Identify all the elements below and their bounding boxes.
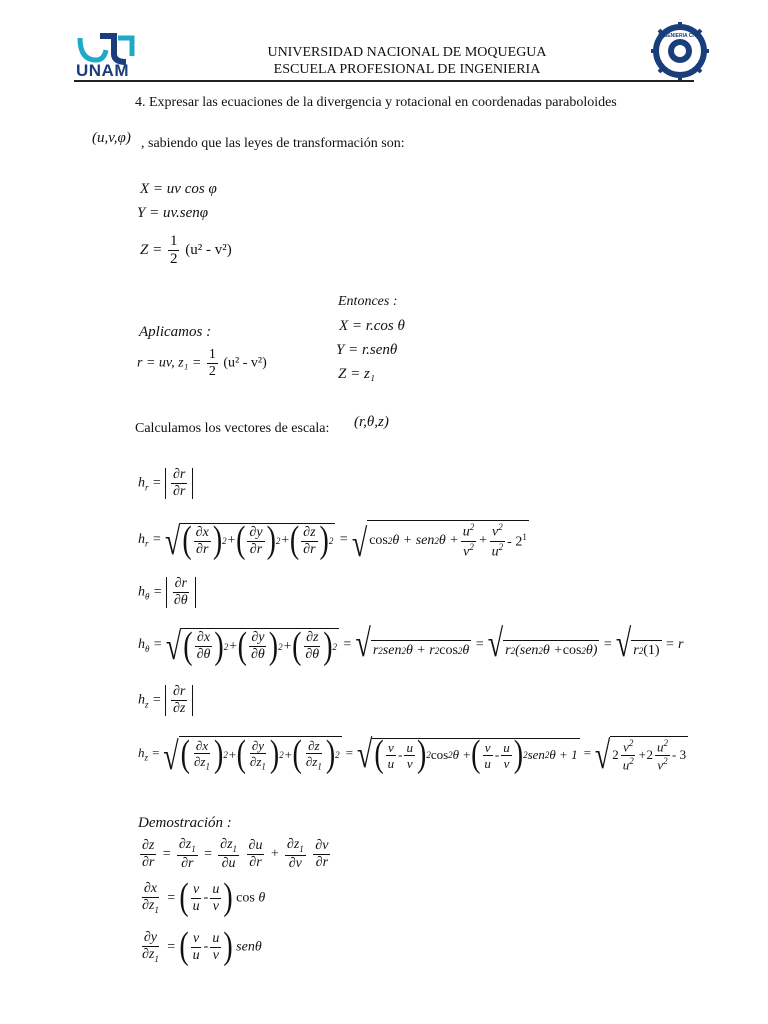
eq-hr-definition: $h_r$ = $\frac{\partial r}{\partial r}$ bbox=[138, 468, 193, 499]
right-logo-text: INGENIERIA CIVIL bbox=[658, 33, 702, 39]
eq-x-transform: X = uv cos φ bbox=[140, 181, 217, 197]
header-title-line1: UNIVERSIDAD NACIONAL DE MOQUEGUA bbox=[267, 45, 547, 60]
eq-z-transform: Z = $\frac{1}{2}$ (u² - v²) bbox=[140, 233, 232, 267]
eq-htheta-definition: $h_\theta$ = $\frac{\partial r}{\partial\theta}$ bbox=[138, 577, 196, 608]
eq-dy-dz1: $\frac{\partial y}{\partial z_1}$ = ( $\frac{v}{u}$ - $\frac{u}{v}$ ) senθ bbox=[142, 925, 262, 968]
eq-dx-dz1: $\frac{\partial x}{\partial z_1}$ = ( $\frac{v}{u}$ - $\frac{u}{v}$ ) cos θ bbox=[142, 876, 266, 919]
apply-label: Aplicamos : bbox=[139, 324, 212, 340]
eq-chain-rule: $\frac{\partial z}{\partial r}$ = $\frac{\partial z_1}{\partial r}$ = $\frac{\partial z_1}{\partial u}$ $\frac{\partial u}{\partial r}$ + $\frac{\partial z_1}{\partial v}$ $\frac{\partial v}{\partial r}$ bbox=[142, 837, 329, 871]
eq-htheta-expanded: $h_\theta$ = √ ( $\frac{\partial x}{\partial\theta}$ ) 2 + ( $\frac{\partial y}{\partial\theta}$ ) 2 + ( $\frac{\partial z}{\partial\theta}$ ) 2 = √ r 2 sen 2 θ + r 2 cos 2 θ = √ r 2 (sen 2 θ + cos 2 θ) = √ r 2 (1) = r bbox=[138, 622, 684, 669]
problem-coords: (u,v,φ) bbox=[92, 130, 131, 146]
eq-hz-expanded: $h_z$ = √ ( $\frac{\partial x}{\partial z_1}$ ) 2 + ( $\frac{\partial y}{\partial z_1}$ ) 2 + ( $\frac{\partial z}{\partial z_1}$ ) 2 = √ ( $\frac{v}{u}$ - $\frac{u}{v}$ ) 2 cos 2 θ + ( $\frac{v}{u}$ - $\frac{u}{v}$ ) 2 sen 2 θ + 1 = √ 2 $\frac{v^2}{u^2}$ + 2 $\frac{u^2}{v^2}$ - 3 bbox=[138, 733, 687, 779]
eq-hz-definition: $h_z$ = $\frac{\partial r}{\partial z}$ bbox=[138, 685, 193, 716]
problem-statement-cont: , sabiendo que las leyes de transformación son: bbox=[141, 136, 405, 151]
right-logo bbox=[651, 22, 709, 80]
eq-y-transform: Y = uv.senφ bbox=[137, 205, 209, 221]
left-logo-text: UNAM bbox=[76, 61, 129, 80]
then-label: Entonces : bbox=[338, 294, 398, 309]
eq-hr-expanded: $h_r$ = √ ( $\frac{\partial x}{\partial r}$ ) 2 + ( $\frac{\partial y}{\partial r}$ ) 2 + ( $\frac{\partial z}{\partial r}$ ) 2 = √ cos 2 θ + sen 2 θ + $\frac{u^2}{v^2}$ + $\frac{v^2}{u^2}$ - $2^1$ bbox=[138, 519, 527, 567]
scale-label: Calculamos los vectores de escala: bbox=[135, 421, 330, 436]
header-divider bbox=[74, 80, 694, 82]
then-eq-z: Z = z₁ bbox=[338, 366, 376, 382]
then-eq-x: X = r.cos θ bbox=[339, 318, 405, 334]
demo-label: Demostración : bbox=[138, 815, 232, 831]
then-eq-y: Y = r.senθ bbox=[336, 342, 398, 358]
header-title-line2: ESCUELA PROFESIONAL DE INGENIERIA bbox=[273, 62, 541, 77]
problem-statement: 4. Expresar las ecuaciones de la divergencia y rotacional en coordenadas paraboloides bbox=[135, 95, 617, 110]
scale-vars: (r,θ,z) bbox=[354, 414, 389, 430]
apply-eq: r = uv, z₁ = $\frac{1}{2}$ (u² - v²) bbox=[137, 347, 267, 379]
